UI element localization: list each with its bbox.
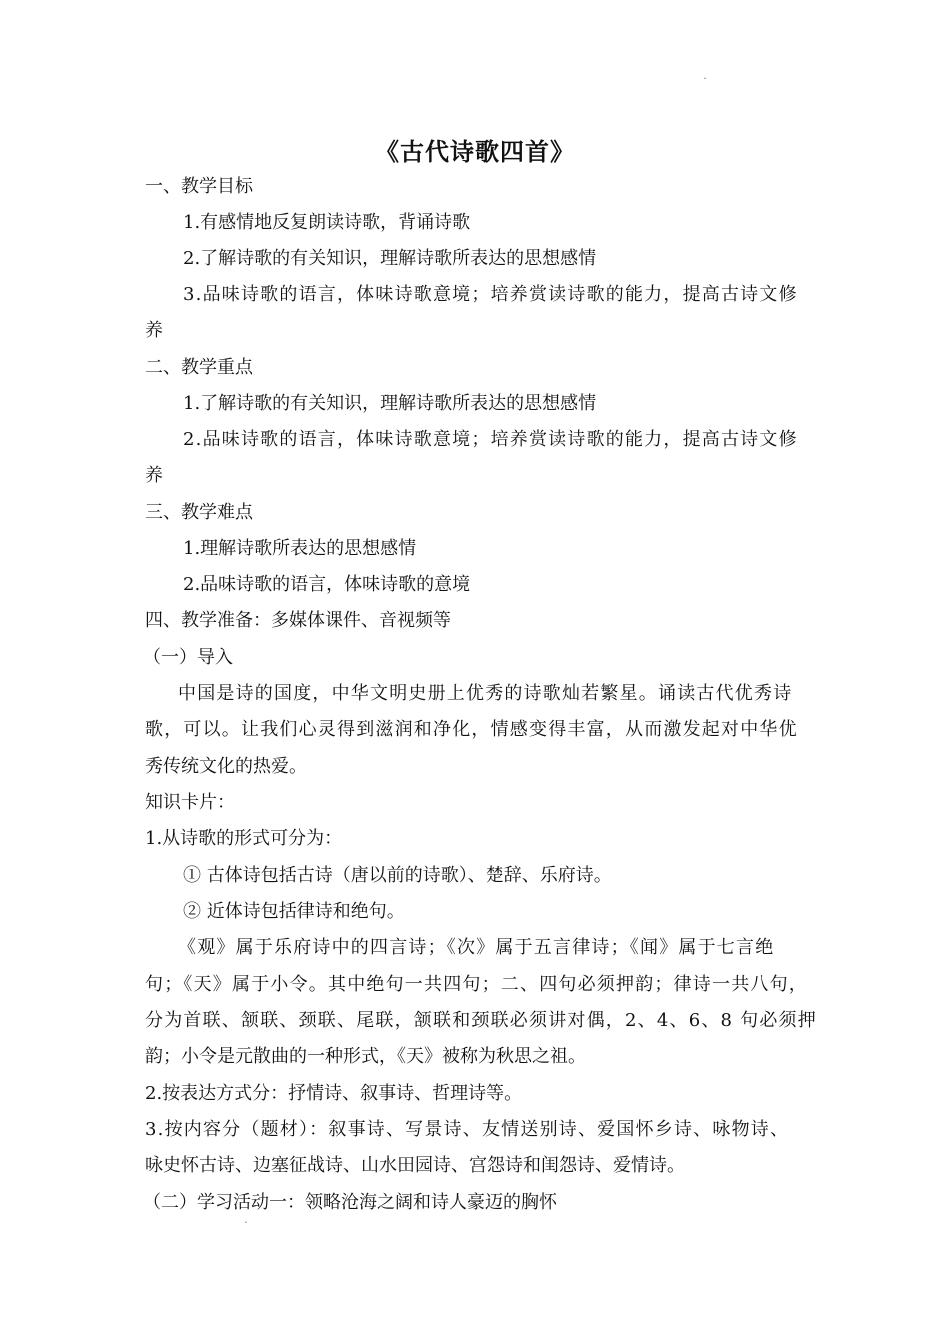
objective-item-continued: 养 bbox=[145, 320, 163, 341]
footer-mark: ˇ bbox=[244, 1221, 248, 1230]
key-point-item-continued: 养 bbox=[145, 465, 163, 486]
knowledge-item-form: 1.从诗歌的形式可分为： bbox=[145, 828, 343, 849]
section-heading-objectives: 一、教学目标 bbox=[145, 176, 253, 197]
key-point-item: 2.品味诗歌的语言，体味诗歌意境；培养赏读诗歌的能力，提高古诗文修 bbox=[183, 429, 798, 450]
knowledge-item-content-continued: 咏史怀古诗、边塞征战诗、山水田园诗、宫怨诗和闺怨诗、爱情诗。 bbox=[145, 1155, 685, 1176]
difficulty-item: 2.品味诗歌的语言，体味诗歌的意境 bbox=[183, 574, 471, 595]
poem-form-paragraph-line: 分为首联、颔联、颈联、尾联，颔联和颈联必须讲对偶，2、4、6、8 句必须押 bbox=[145, 1010, 817, 1031]
objective-item: 1.有感情地反复朗读诗歌，背诵诗歌 bbox=[183, 212, 471, 233]
section-heading-difficulties: 三、教学难点 bbox=[145, 502, 253, 523]
objective-item: 2.了解诗歌的有关知识，理解诗歌所表达的思想感情 bbox=[183, 248, 597, 269]
header-mark: ˇ bbox=[703, 77, 707, 86]
knowledge-item-expression: 2.按表达方式分：抒情诗、叙事诗、哲理诗等。 bbox=[145, 1083, 523, 1104]
poem-form-paragraph-line: 韵；小令是元散曲的一种形式，《天》被称为秋思之祖。 bbox=[145, 1046, 586, 1067]
intro-paragraph-line: 歌，可以。让我们心灵得到滋润和净化，情感变得丰富，从而激发起对中华优 bbox=[145, 719, 798, 740]
section-heading-preparation: 四、教学准备：多媒体课件、音视频等 bbox=[145, 610, 451, 631]
knowledge-item-content: 3.按内容分（题材）：叙事诗、写景诗、友情送别诗、爱国怀乡诗、咏物诗、 bbox=[145, 1119, 790, 1140]
difficulty-item: 1.理解诗歌所表达的思想感情 bbox=[183, 538, 417, 559]
knowledge-subitem: ② 近体诗包括律诗和绝句。 bbox=[183, 901, 405, 922]
subsection-heading-activity-one: （二）学习活动一：领略沧海之阔和诗人豪迈的胸怀 bbox=[143, 1192, 557, 1213]
poem-form-paragraph-line: 《观》属于乐府诗中的四言诗；《次》属于五言律诗；《闻》属于七言绝 bbox=[178, 937, 775, 958]
section-heading-key-points: 二、教学重点 bbox=[145, 357, 253, 378]
key-point-item: 1.了解诗歌的有关知识，理解诗歌所表达的思想感情 bbox=[183, 393, 597, 414]
page-title: 《古代诗歌四首》 bbox=[375, 137, 575, 166]
subsection-heading-introduction: （一）导入 bbox=[143, 647, 233, 668]
objective-item: 3.品味诗歌的语言，体味诗歌意境；培养赏读诗歌的能力，提高古诗文修 bbox=[183, 284, 798, 305]
knowledge-card-label: 知识卡片： bbox=[145, 792, 235, 813]
intro-paragraph-line: 秀传统文化的热爱。 bbox=[145, 756, 307, 777]
intro-paragraph-line: 中国是诗的国度，中华文明史册上优秀的诗歌灿若繁星。诵读古代优秀诗 bbox=[178, 683, 793, 704]
knowledge-subitem: ① 古体诗包括古诗（唐以前的诗歌）、楚辞、乐府诗。 bbox=[183, 865, 612, 886]
poem-form-paragraph-line: 句；《天》属于小令。其中绝句一共四句；二、四句必须押韵；律诗一共八句， bbox=[145, 974, 808, 995]
